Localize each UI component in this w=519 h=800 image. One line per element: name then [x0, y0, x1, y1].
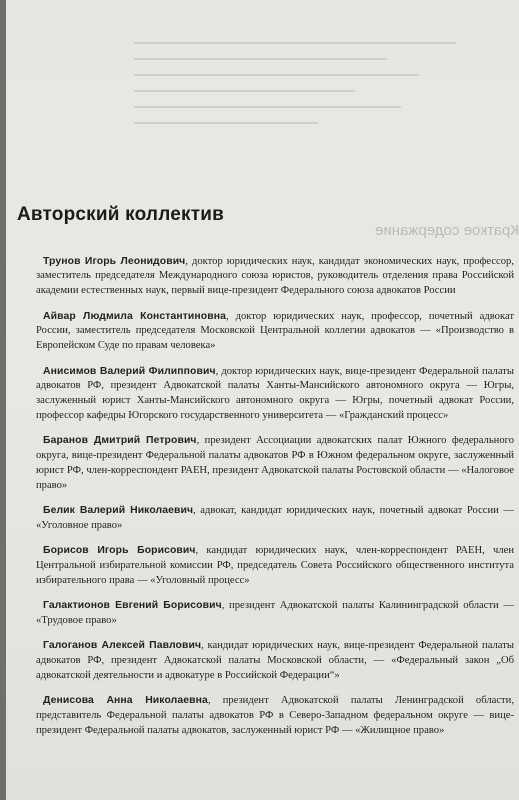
author-name: Борисов Игорь Борисович: [43, 545, 196, 557]
author-list: [36, 244, 514, 746]
author-entry: [36, 694, 514, 738]
author-name: Анисимов Валерий Филиппович: [43, 365, 216, 377]
book-page: [6, 0, 519, 800]
author-name: Галактионов Евгений Борисович: [43, 600, 222, 612]
author-description: , кандидат юридических наук, член-корреспондент РАЕН, член Центральной избирательной комиссии РФ, председатель Совета Российского общественного института избирательного права — «Уголовный процесс»: [36, 545, 514, 586]
author-entry: [36, 310, 514, 354]
author-description: , президент Адвокатской палаты Ленинградской области, представитель Федеральной палаты адвокатов РФ в Северо-Западном федеральном округе — вице-президент Федеральной палаты адвокатов, заслуженный юрист РФ — «Жилищное право»: [36, 695, 514, 737]
author-name: Денисова Анна Николаевна: [43, 695, 208, 707]
author-description: , кандидат юридических наук, вице-президент Федеральной палаты адвокатов РФ, президент Адвокатской палаты Московской области, — «Федеральный закон „Об адвокатской деятельности и адвокатуре в Российской Федерации“»: [36, 640, 514, 682]
author-description: , адвокат, кандидат юридических наук, почетный адвокат России — «Уголовное право»: [36, 505, 514, 531]
author-name: Трунов Игорь Леонидович: [43, 255, 186, 267]
author-name: Белик Валерий Николаевич: [43, 505, 194, 517]
page-title: Авторский коллектив: [17, 204, 224, 225]
author-description: , доктор юридических наук, кандидат экономических наук, профессор, заместитель председателя Международного союза юристов, руководитель отделения права Российской академии естественных наук, первый вице-президент Федерального союза адвокатов России: [36, 255, 514, 297]
author-description: , доктор юридических наук, профессор, почетный адвокат России, заместитель председателя Московской Центральной коллегии адвокатов — «Производство в Европейском Суде по правам человека»: [36, 310, 514, 352]
author-description: , доктор юридических наук, вице-президент Федеральной палаты адвокатов РФ, президент Адвокатской палаты Ханты-Мансийского автономного округа — Югры, заслуженный юрист Ханты-Мансийского автономного округа — Югры, почетный адвокат России, профессор кафедры Югорского государственного университета — «Гражданский процесс»: [36, 365, 514, 421]
author-description: , президент Ассоциации адвокатских палат Южного федерального округа, вице-президент Федеральной палаты адвокатов РФ в Южном федеральном округе, заслуженный юрист РФ, член-корреспондент РАЕН, президент Адвокатской палаты Ростовской области — «Налоговое право»: [36, 435, 514, 491]
author-description: , президент Адвокатской палаты Калининградской области — «Трудовое право»: [36, 600, 514, 627]
author-entry: [36, 639, 514, 683]
author-entry: [36, 504, 514, 534]
author-entry: [36, 255, 514, 299]
author-entry: [36, 599, 514, 629]
bleed-through-title: Краткое содержание: [374, 222, 519, 239]
author-entry: [36, 434, 514, 493]
author-entry: [36, 365, 514, 424]
author-name: Айвар Людмила Константиновна: [43, 310, 226, 322]
author-name: Баранов Дмитрий Петрович: [43, 435, 197, 447]
bleed-through-lines: [42, 28, 502, 198]
author-name: Галоганов Алексей Павлович: [43, 640, 202, 652]
author-entry: [36, 544, 514, 588]
